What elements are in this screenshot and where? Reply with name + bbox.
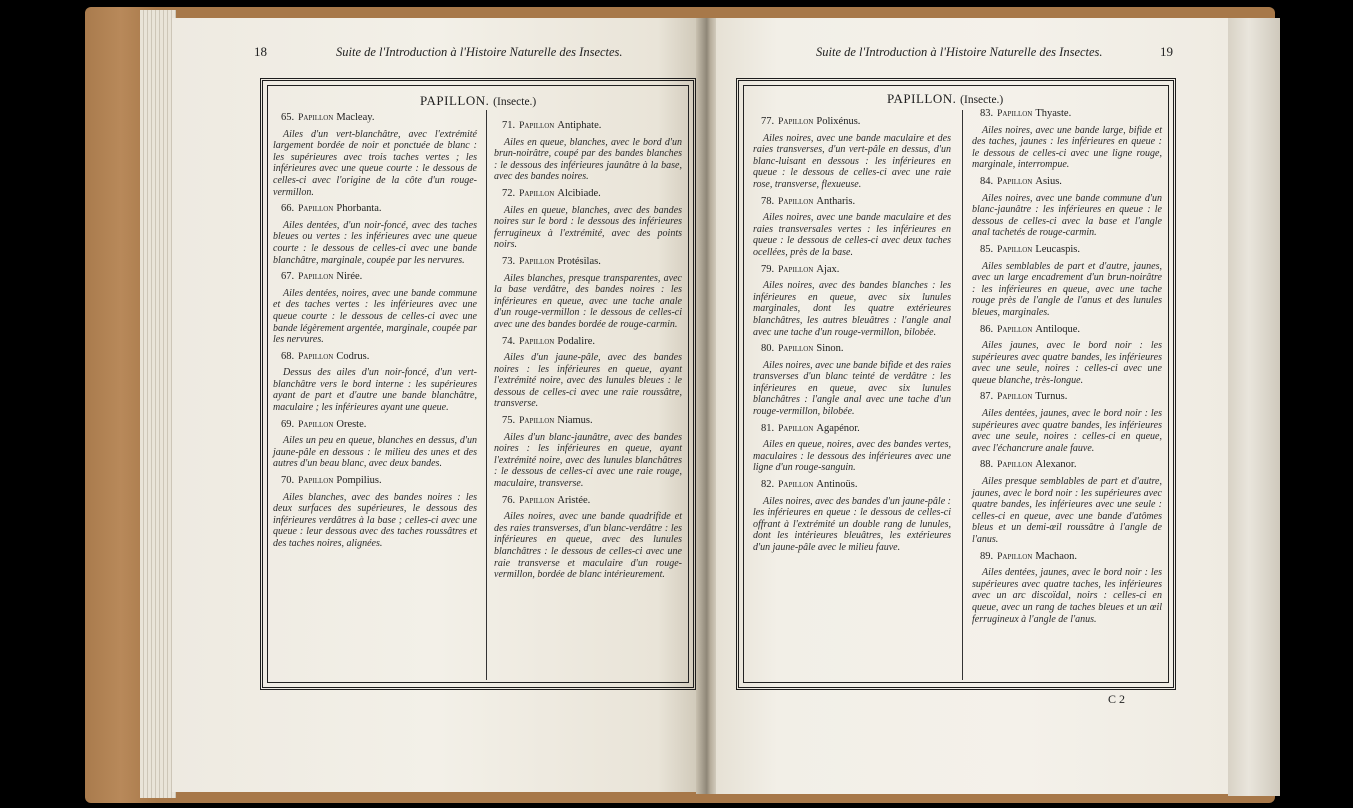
book-fore-edge bbox=[1228, 18, 1280, 796]
entry-species: Polixénus. bbox=[816, 116, 861, 127]
entry-heading bbox=[281, 271, 477, 284]
entry-species: Niamus. bbox=[557, 415, 593, 427]
entry-number: 69. bbox=[281, 418, 295, 430]
entry-number: 83. bbox=[980, 108, 994, 119]
species-entry bbox=[972, 176, 1162, 239]
species-entry bbox=[972, 244, 1162, 319]
entry-genus: Papillon bbox=[997, 244, 1033, 255]
left-plate-subtitle: (Insecte.) bbox=[493, 96, 537, 108]
species-entry bbox=[972, 459, 1162, 545]
entry-heading bbox=[761, 479, 951, 492]
entry-genus: Papillon bbox=[778, 117, 814, 127]
left-plate-title bbox=[420, 93, 536, 109]
entry-description: Ailes d'un blanc-jaunâtre, avec des bandes noires : les inférieures en queue, ayant l'extrémité noire, avec des lunules blanchâtres : le dessous de celles-ci avec une raie rouge, maculaire, transverse. bbox=[494, 431, 682, 490]
entry-species: Nirée. bbox=[336, 271, 363, 283]
entry-description: Ailes noires, avec une bande commune d'un blanc-jaunâtre : les inférieures en queue : le dessous de celles-ci avec la base et l'angle anal tachetés de rouge-carmin. bbox=[972, 192, 1162, 239]
entry-description: Ailes noires, avec des bandes blanches : les inférieures en queue, avec six lunules marginales, dont les quatre extérieures blanchâtres, les autres bleuâtres : l'angle anal avec une tache d'un rouge-vermillon, bilobée. bbox=[753, 280, 951, 338]
entry-species: Leucaspis. bbox=[1035, 243, 1080, 255]
entry-species: Alcibiade. bbox=[557, 187, 601, 199]
entry-heading bbox=[502, 188, 682, 201]
species-entry bbox=[273, 419, 477, 470]
entry-genus: Papillon bbox=[298, 272, 334, 283]
entry-species: Antiphate. bbox=[557, 120, 602, 131]
entry-description: Ailes noires, avec une bande bifide et des raies transverses d'un blanc teinté de verdâtre : les inférieures en queue, avec six lunules blanchâtres : l'angle anal avec une tache d'un rouge-vermillon, bilobée. bbox=[753, 359, 951, 418]
entry-number: 72. bbox=[502, 187, 516, 199]
species-entry bbox=[494, 415, 682, 490]
entry-description: Ailes dentées, d'un noir-foncé, avec des taches bleues ou vertes : les inférieures avec une queue courte : le dessous de celles-ci avec une bande blanchâtre, marginale, coupée par les nervures. bbox=[273, 219, 477, 266]
entry-genus: Papillon bbox=[997, 324, 1033, 335]
entry-genus: Papillon bbox=[298, 351, 334, 362]
entry-heading bbox=[281, 351, 477, 364]
left-column-divider bbox=[486, 110, 487, 680]
entry-species: Macleay. bbox=[336, 112, 375, 123]
entry-heading bbox=[502, 256, 682, 269]
right-column-1 bbox=[753, 116, 951, 559]
entry-genus: Papillon bbox=[519, 336, 555, 347]
entry-heading bbox=[502, 120, 682, 133]
species-entry bbox=[494, 495, 682, 581]
entry-genus: Papillon bbox=[778, 423, 814, 434]
entry-number: 86. bbox=[980, 323, 994, 335]
entry-heading bbox=[761, 264, 951, 277]
entry-genus: Papillon bbox=[997, 551, 1033, 562]
entry-number: 71. bbox=[502, 120, 516, 131]
species-entry bbox=[972, 324, 1162, 387]
entry-description: Ailes blanches, presque transparentes, avec la base verdâtre, des bandes noires : les inférieures en queue, avec une tache anale d'un rouge-vermillon : le dessous de celles-ci avec une des bandes bordée de rouge-carmin. bbox=[494, 272, 682, 330]
species-entry bbox=[972, 391, 1162, 454]
entry-heading bbox=[281, 112, 477, 125]
entry-number: 89. bbox=[980, 550, 994, 562]
entry-genus: Papillon bbox=[997, 109, 1033, 119]
entry-heading bbox=[980, 176, 1162, 189]
entry-species: Oreste. bbox=[336, 418, 367, 430]
entry-number: 73. bbox=[502, 255, 516, 267]
species-entry bbox=[273, 112, 477, 198]
species-entry bbox=[494, 256, 682, 331]
entry-number: 80. bbox=[761, 343, 775, 355]
entry-species: Antinoüs. bbox=[816, 479, 858, 491]
entry-number: 75. bbox=[502, 415, 516, 427]
entry-genus: Papillon bbox=[519, 256, 555, 267]
entry-number: 67. bbox=[281, 271, 295, 283]
entry-species: Protésilas. bbox=[557, 255, 601, 267]
entry-species: Podalire. bbox=[557, 335, 595, 347]
entry-description: Ailes dentées, noires, avec une bande commune et des taches vertes : les inférieures avec une queue courte : le dessous de celles-ci avec une bande légèrement argentée, marginale, coupée par les nervures. bbox=[273, 287, 477, 346]
entry-number: 87. bbox=[980, 391, 994, 403]
species-entry bbox=[753, 264, 951, 339]
entry-number: 88. bbox=[980, 459, 994, 471]
entry-genus: Papillon bbox=[519, 121, 555, 131]
entry-species: Codrus. bbox=[336, 350, 370, 362]
entry-number: 76. bbox=[502, 494, 516, 506]
entry-description: Ailes blanches, avec des bandes noires : les deux surfaces des supérieures, le dessous des inférieures verdâtres à la base ; celles-ci avec une queue : leur dessous avec des taches roussâtres et des taches noires, alignées. bbox=[273, 491, 477, 549]
entry-description: Ailes en queue, blanches, avec le bord d'un brun-noirâtre, coupé par des bandes blanches : le dessous des inférieures jaunâtre à la base, avec des bandes noires. bbox=[494, 136, 682, 183]
left-running-head: Suite de l'Introduction à l'Histoire Naturelle des Insectes. bbox=[336, 45, 623, 59]
entry-genus: Papillon bbox=[778, 480, 814, 491]
entry-heading bbox=[980, 551, 1162, 564]
entry-species: Antiloque. bbox=[1035, 323, 1080, 335]
left-page-number: 18 bbox=[254, 44, 267, 59]
species-entry bbox=[494, 188, 682, 251]
entry-genus: Papillon bbox=[778, 344, 814, 355]
entry-number: 81. bbox=[761, 422, 775, 434]
species-entry bbox=[273, 271, 477, 346]
species-entry bbox=[273, 475, 477, 550]
right-plate-title-text: PAPILLON. bbox=[887, 91, 957, 106]
entry-species: Antharis. bbox=[816, 195, 856, 207]
entry-heading bbox=[502, 336, 682, 349]
right-running-head: Suite de l'Introduction à l'Histoire Naturelle des Insectes. bbox=[816, 45, 1103, 59]
entry-heading bbox=[281, 203, 477, 216]
entry-genus: Papillon bbox=[298, 113, 334, 123]
entry-heading bbox=[980, 108, 1162, 121]
entry-genus: Papillon bbox=[997, 176, 1033, 187]
entry-genus: Papillon bbox=[778, 264, 814, 275]
species-entry bbox=[753, 479, 951, 554]
entry-species: Ajax. bbox=[816, 263, 840, 275]
entry-heading bbox=[502, 415, 682, 428]
entry-description: Ailes noires, avec une bande maculaire et des raies transversales vertes : les inférieures en queue : le dessous de celles-ci avec deux taches ocellées, près de la base. bbox=[753, 212, 951, 258]
left-column-1 bbox=[273, 112, 477, 555]
entry-description: Ailes un peu en queue, blanches en dessus, d'un jaune-pâle en dessous : le milieu des unes et des autres d'un beau blanc, avec deux bandes. bbox=[273, 435, 477, 470]
species-entry bbox=[753, 423, 951, 474]
entry-description: Ailes noires, avec une bande quadrifide et des raies transverses, d'un blanc-verdâtre : les inférieures en queue, avec des lunules blanchâtres : le dessous de celles-ci avec une raie transverse et maculaire d'un rouge-vermillon, bordée de blanc intérieurement. bbox=[494, 511, 682, 581]
entry-species: Pompilius. bbox=[336, 475, 382, 487]
entry-species: Turnus. bbox=[1035, 391, 1068, 403]
entry-description: Ailes d'un jaune-pâle, avec des bandes noires : les inférieures en queue, ayant l'extrémité noire, avec des lunules bleues : le dessous de celles-ci avec une raie roussâtre, transverse. bbox=[494, 352, 682, 410]
entry-number: 65. bbox=[281, 112, 295, 123]
entry-heading bbox=[761, 423, 951, 436]
entry-genus: Papillon bbox=[298, 204, 334, 215]
entry-description: Ailes dentées, jaunes, avec le bord noir : les supérieures avec quatre taches, les inférieures avec un arc discoïdal, noirs : celles-ci en queue, avec un rang de taches bleues et un œil ferrugineux à l'angle de l'anus. bbox=[972, 567, 1162, 625]
entry-number: 84. bbox=[980, 175, 994, 187]
entry-number: 74. bbox=[502, 335, 516, 347]
right-page-number: 19 bbox=[1160, 44, 1173, 59]
entry-species: Agapénor. bbox=[816, 422, 860, 434]
entry-heading bbox=[281, 475, 477, 488]
entry-species: Alexanor. bbox=[1035, 459, 1077, 471]
right-column-2 bbox=[972, 108, 1162, 630]
entry-number: 82. bbox=[761, 479, 775, 491]
entry-species: Sinon. bbox=[816, 343, 844, 355]
entry-number: 66. bbox=[281, 203, 295, 215]
entry-description: Ailes semblables de part et d'autre, jaunes, avec un large encadrement d'un brun-noirâtre : les inférieures en queue, avec une tache rouge près de l'angle de l'anus et des lunules bleues, marginales. bbox=[972, 260, 1162, 318]
entry-heading bbox=[761, 116, 951, 129]
page-edges bbox=[140, 10, 176, 798]
signature-mark: C 2 bbox=[1108, 692, 1126, 706]
species-entry bbox=[753, 196, 951, 259]
right-plate-title bbox=[887, 91, 1003, 107]
entry-description: Ailes noires, avec des bandes d'un jaune-pâle : les inférieures en queue : le dessous de celles-ci offrant à l'extrémité un double rang de lunules, dont les intérieures bleuâtres, les extérieures d'un jaune-pâle avec le milieu fauve. bbox=[753, 495, 951, 553]
entry-heading bbox=[761, 196, 951, 209]
entry-heading bbox=[281, 419, 477, 432]
entry-description: Ailes en queue, noires, avec des bandes vertes, maculaires : le dessous des inférieures avec une ligne d'un rouge-sanguin. bbox=[753, 439, 951, 474]
entry-genus: Papillon bbox=[519, 416, 555, 427]
entry-heading bbox=[980, 324, 1162, 337]
entry-number: 78. bbox=[761, 195, 775, 207]
entry-genus: Papillon bbox=[778, 196, 814, 207]
entry-description: Ailes dentées, jaunes, avec le bord noir : les supérieures avec quatre bandes, les inférieures avec une seule, noires : celles-ci en queue, avec l'échancrure anale fauve. bbox=[972, 408, 1162, 454]
entry-genus: Papillon bbox=[519, 495, 555, 506]
entry-number: 85. bbox=[980, 243, 994, 255]
entry-description: Ailes d'un vert-blanchâtre, avec l'extrémité largement bordée de noir et ponctuée de blanc : les supérieures avec trois taches vertes ; les inférieures avec une queue courte : le dessous de celles-ci avec l'origine de la côte d'un rouge-vermillon. bbox=[273, 128, 477, 198]
species-entry bbox=[753, 116, 951, 191]
entry-genus: Papillon bbox=[298, 419, 334, 430]
entry-genus: Papillon bbox=[997, 460, 1033, 471]
entry-heading bbox=[980, 459, 1162, 472]
left-column-2 bbox=[494, 120, 682, 586]
entry-heading bbox=[980, 391, 1162, 404]
species-entry bbox=[753, 343, 951, 418]
entry-description: Ailes noires, avec une bande maculaire et des raies transverses, d'un vert-pâle en dessus, d'un blanc-luisant en dessous : les inférieures en queue : le dessous de celles-ci avec une raie rose, transverse, flexueuse. bbox=[753, 132, 951, 190]
species-entry bbox=[273, 351, 477, 414]
entry-species: Aristée. bbox=[557, 494, 591, 506]
entry-species: Thyaste. bbox=[1035, 108, 1072, 119]
entry-heading bbox=[980, 244, 1162, 257]
entry-description: Ailes en queue, blanches, avec des bandes noires sur le bord : le dessous des inférieures ferrugineux à l'extrémité, avec des points noirs. bbox=[494, 204, 682, 251]
entry-number: 68. bbox=[281, 350, 295, 362]
entry-species: Machaon. bbox=[1035, 550, 1078, 562]
entry-heading bbox=[502, 495, 682, 508]
entry-number: 77. bbox=[761, 116, 775, 127]
entry-genus: Papillon bbox=[298, 476, 334, 487]
entry-description: Dessus des ailes d'un noir-foncé, d'un vert-blanchâtre vers le bord interne : les supérieures ayant de part et d'autre une bande blanchâtre, maculaire ; les inférieures ayant une queue. bbox=[273, 367, 477, 414]
right-plate-subtitle: (Insecte.) bbox=[960, 94, 1004, 106]
entry-species: Asius. bbox=[1035, 175, 1062, 187]
species-entry bbox=[494, 336, 682, 411]
species-entry bbox=[273, 203, 477, 266]
right-column-divider bbox=[962, 110, 963, 680]
entry-number: 70. bbox=[281, 475, 295, 487]
entry-genus: Papillon bbox=[519, 188, 555, 199]
left-plate-title-text: PAPILLON. bbox=[420, 93, 490, 108]
species-entry bbox=[972, 108, 1162, 171]
entry-description: Ailes presque semblables de part et d'autre, jaunes, avec le bord noir : les supérieures avec quatre bandes, les inférieures avec une seule : celles-ci en queue, avec une bande d'atômes bleus et un demi-œil roussâtre à l'angle de l'anus. bbox=[972, 476, 1162, 545]
entry-description: Ailes noires, avec une bande large, bifide et des taches, jaunes : les inférieures en queue : le dessous de celles-ci avec une ligne rouge, marginale, interrompue. bbox=[972, 124, 1162, 171]
entry-description: Ailes jaunes, avec le bord noir : les supérieures avec quatre bandes, les inférieures avec une seule, noires : celles-ci avec une queue blanche, très-longue. bbox=[972, 340, 1162, 386]
entry-species: Phorbanta. bbox=[336, 203, 382, 215]
entry-heading bbox=[761, 343, 951, 356]
entry-number: 79. bbox=[761, 263, 775, 275]
entry-genus: Papillon bbox=[997, 392, 1033, 403]
species-entry bbox=[972, 551, 1162, 626]
species-entry bbox=[494, 120, 682, 183]
